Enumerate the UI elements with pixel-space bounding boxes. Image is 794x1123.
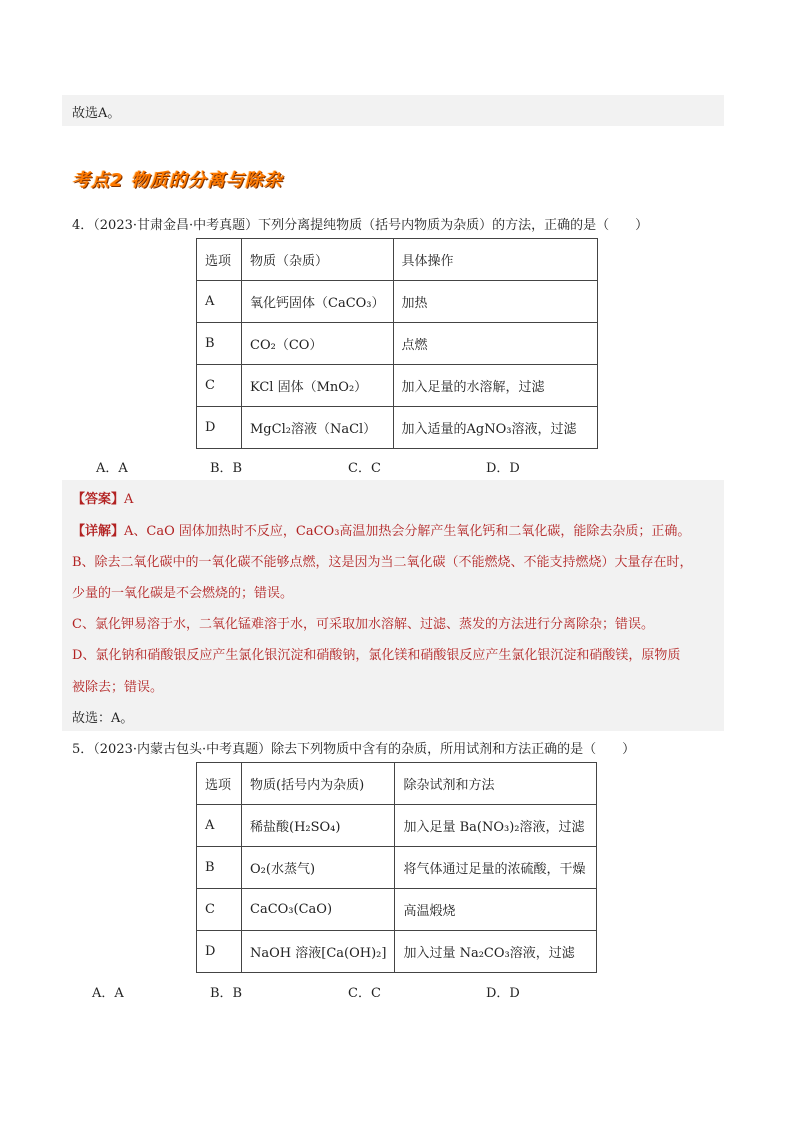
detail-line: B、除去二氧化碳中的一氧化碳不能够点燃，这是因为当二氧化碳（不能燃烧、不能支持燃烧）大量存在时， — [72, 555, 693, 570]
table-row — [197, 931, 597, 973]
table-header-cell: 物质(括号内为杂质) — [242, 763, 395, 805]
detail-line: C、氯化钾易溶于水，二氧化锰难溶于水，可采取加水溶解、过滤、蒸发的方法进行分离除杂；错误。 — [72, 617, 654, 632]
option-a[interactable]: A．A — [92, 986, 124, 1001]
previous-conclusion: 故选A。 — [72, 106, 121, 121]
table-cell: MgCl₂溶液（NaCl） — [242, 407, 394, 449]
table-cell: NaOH 溶液[Ca(OH)₂] — [242, 931, 395, 973]
table-row — [197, 407, 598, 449]
table-cell: CO₂（CO） — [242, 323, 394, 365]
table-cell: D — [197, 407, 242, 449]
table-cell: 加入适量的AgNO₃溶液，过滤 — [393, 407, 597, 449]
table-cell: 将气体通过足量的浓硫酸，干燥 — [395, 847, 597, 889]
table-cell: B — [197, 323, 242, 365]
question-4-stem: 4．（2023·甘肃金昌·中考真题）下列分离提纯物质（括号内物质为杂质）的方法，正确的是（ ） — [72, 218, 649, 233]
detail-line: 被除去；错误。 — [72, 680, 164, 695]
table-cell: D — [197, 931, 242, 973]
question-5-stem: 5．（2023·内蒙古包头·中考真题）除去下列物质中含有的杂质，所用试剂和方法正确的是（ ） — [72, 742, 636, 757]
question-5-table — [196, 762, 597, 973]
option-c[interactable]: C．C — [348, 461, 381, 476]
table-cell: A — [197, 281, 242, 323]
option-b[interactable]: B．B — [210, 986, 243, 1001]
section-heading: 考点2 物质的分离与除杂 — [72, 170, 283, 191]
option-c[interactable]: C．C — [348, 986, 381, 1001]
table-cell: C — [197, 365, 242, 407]
table-cell: 加入过量 Na₂CO₃溶液，过滤 — [395, 931, 597, 973]
question-4-options — [0, 457, 794, 475]
question-4-table — [196, 238, 598, 449]
option-b[interactable]: B．B — [210, 461, 243, 476]
table-cell: 高温煅烧 — [395, 889, 597, 931]
detail-line: D、氯化钠和硝酸银反应产生氯化银沉淀和硝酸钠，氯化镁和硝酸银反应产生氯化银沉淀和硝酸镁，原物质 — [72, 648, 681, 663]
table-cell: 稀盐酸(H₂SO₄) — [242, 805, 395, 847]
table-cell: 氧化钙固体（CaCO₃） — [242, 281, 394, 323]
table-cell: O₂(水蒸气) — [242, 847, 395, 889]
table-header-cell: 具体操作 — [393, 239, 597, 281]
question-4-conclusion: 故选：A。 — [72, 711, 134, 726]
answer-value: A — [124, 492, 134, 507]
table-cell: 加入足量的水溶解，过滤 — [393, 365, 597, 407]
detail-label: 【详解】 — [72, 524, 125, 539]
answer-label: 【答案】 — [72, 492, 125, 507]
table-header-cell: 物质（杂质） — [242, 239, 394, 281]
table-cell: C — [197, 889, 242, 931]
option-d[interactable]: D．D — [486, 986, 520, 1001]
table-header-row — [197, 239, 598, 281]
detail-line: 少量的一氧化碳是不会燃烧的；错误。 — [72, 586, 294, 601]
detail-text: A、CaO 固体加热时不反应，CaCO₃高温加热会分解产生氧化钙和二氧化碳，能除去杂质；正确。 — [124, 524, 691, 539]
detail-line — [72, 520, 690, 539]
option-d[interactable]: D．D — [486, 461, 520, 476]
table-row — [197, 323, 598, 365]
table-row — [197, 889, 597, 931]
table-header-cell: 选项 — [197, 763, 242, 805]
table-cell: KCl 固体（MnO₂） — [242, 365, 394, 407]
table-header-cell: 选项 — [197, 239, 242, 281]
table-row — [197, 365, 598, 407]
table-cell: 加入足量 Ba(NO₃)₂溶液，过滤 — [395, 805, 597, 847]
table-cell: CaCO₃(CaO) — [242, 889, 395, 931]
conclusion-bar — [62, 95, 724, 126]
table-header-row — [197, 763, 597, 805]
table-cell: A — [197, 805, 242, 847]
question-5-options — [0, 982, 794, 1000]
table-cell: 加热 — [393, 281, 597, 323]
option-a[interactable]: A．A — [96, 461, 128, 476]
table-row — [197, 805, 597, 847]
table-row — [197, 847, 597, 889]
table-header-cell: 除杂试剂和方法 — [395, 763, 597, 805]
answer-line — [72, 488, 133, 507]
table-row — [197, 281, 598, 323]
table-cell: B — [197, 847, 242, 889]
table-cell: 点燃 — [393, 323, 597, 365]
